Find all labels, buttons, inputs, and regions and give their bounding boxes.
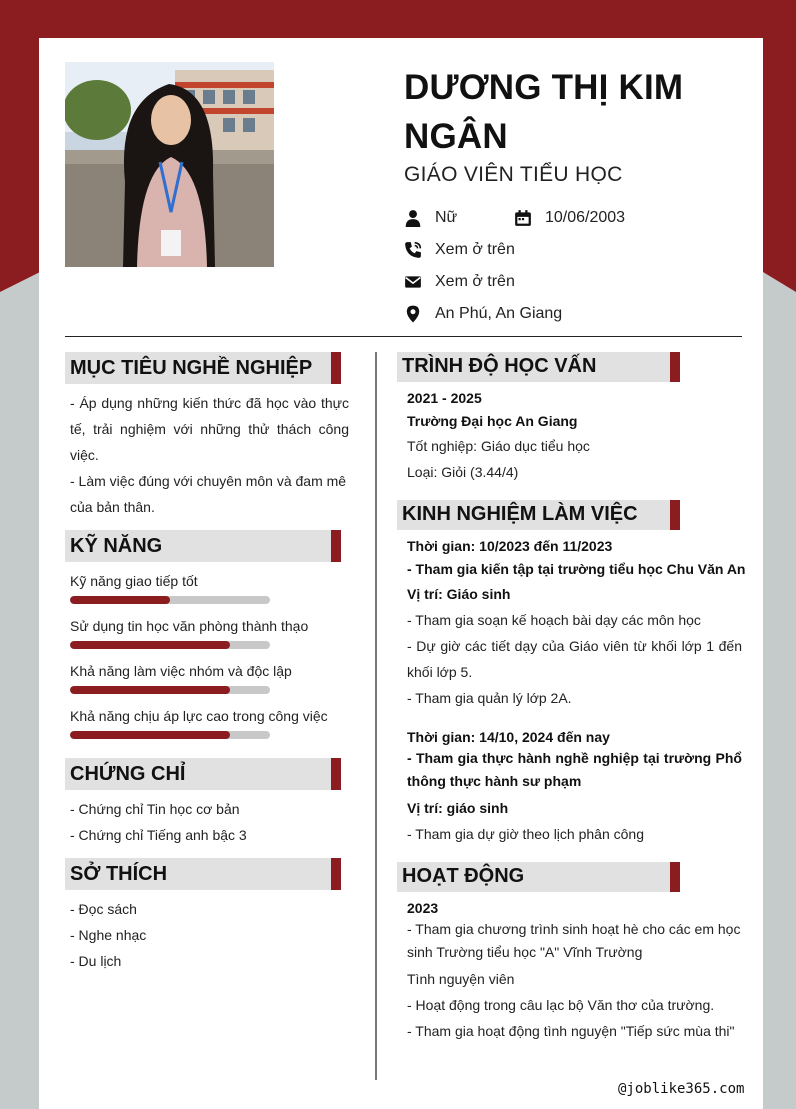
- phone-row: [404, 241, 515, 259]
- activity-item: Tình nguyện viên: [407, 971, 515, 987]
- skill-bar-fill: [70, 596, 170, 604]
- skill-bar: [70, 686, 270, 694]
- section-tab: [331, 530, 341, 562]
- skill-label: Kỹ năng giao tiếp tốt: [70, 573, 198, 589]
- job-task: - Tham gia soạn kế hoạch bài dạy các môn học: [407, 612, 701, 628]
- job-task: - Tham gia dự giờ theo lịch phân công: [407, 826, 644, 842]
- certificates-header: [65, 758, 341, 790]
- job-task: - Dự giờ các tiết dạy của Giáo viên từ khối lớp 1 đến khối lớp 5.: [407, 638, 742, 680]
- certificates-title: CHỨNG CHỈ: [70, 763, 186, 785]
- header-divider: [65, 336, 742, 337]
- birthday-value: 10/06/2003: [545, 209, 626, 226]
- skill-bar-fill: [70, 686, 230, 694]
- email-value: Xem ở trên: [435, 273, 515, 290]
- skills-header: [65, 530, 341, 562]
- gender-row: [404, 209, 457, 227]
- job-time: Thời gian: 14/10, 2024 đến nay: [407, 729, 610, 745]
- experience-header: [397, 500, 680, 530]
- job-name: - Tham gia thực hành nghề nghiệp tại trường Phổ thông thực hành sư phạm: [407, 750, 742, 789]
- user-icon: [404, 209, 422, 227]
- address-row: [404, 305, 562, 323]
- column-divider: [375, 352, 377, 1080]
- section-tab: [331, 758, 341, 790]
- education-school: Trường Đại học An Giang: [407, 413, 578, 429]
- activities-year: 2023: [407, 900, 439, 916]
- education-grade: Loại: Giỏi (3.44/4): [407, 464, 519, 480]
- skill-label: Khả năng làm việc nhóm và độc lập: [70, 663, 292, 679]
- job-name: - Tham gia kiến tập tại trường tiểu học Chu Văn An: [407, 561, 746, 577]
- activities-header: [397, 862, 680, 892]
- birthday-row: [514, 209, 625, 227]
- skill-label: Khả năng chịu áp lực cao trong công việc: [70, 708, 328, 724]
- job-position: Vị trí: giáo sinh: [407, 800, 509, 816]
- email-row: [404, 273, 515, 291]
- objective-line-1: - Áp dụng những kiến thức đã học vào thực tế, trải nghiệm với những thử thách công việc.: [70, 395, 349, 463]
- certificate-item: - Chứng chỉ Tiếng anh bậc 3: [70, 827, 247, 843]
- candidate-name: DƯƠNG THỊ KIM NGÂN: [404, 68, 684, 156]
- job-position: Vị trí: Giáo sinh: [407, 586, 511, 602]
- experience-title: KINH NGHIỆM LÀM VIỆC: [402, 503, 638, 525]
- skill-bar-fill: [70, 731, 230, 739]
- section-tab: [670, 862, 680, 892]
- skill-bar: [70, 731, 270, 739]
- education-period: 2021 - 2025: [407, 390, 482, 406]
- activities-title: HOẠT ĐỘNG: [402, 865, 525, 887]
- address-value: An Phú, An Giang: [435, 305, 563, 322]
- job-task: - Tham gia quản lý lớp 2A.: [407, 690, 572, 706]
- certificate-item: - Chứng chỉ Tin học cơ bản: [70, 801, 240, 817]
- skill-bar: [70, 641, 270, 649]
- job-time: Thời gian: 10/2023 đến 11/2023: [407, 538, 613, 554]
- hobby-item: - Du lịch: [70, 953, 122, 969]
- section-tab: [331, 858, 341, 890]
- section-tab: [670, 352, 680, 382]
- skills-title: KỸ NĂNG: [70, 535, 163, 557]
- objective-title: MỤC TIÊU NGHỀ NGHIỆP: [70, 357, 313, 379]
- hobby-item: - Đọc sách: [70, 901, 137, 917]
- map-pin-icon: [404, 305, 422, 323]
- skill-bar-fill: [70, 641, 230, 649]
- objective-line-2: - Làm việc đúng với chuyên môn và đam mê của bản thân.: [70, 473, 347, 515]
- gender-value: Nữ: [435, 209, 458, 226]
- skill-label: Sử dụng tin học văn phòng thành thạo: [70, 618, 309, 634]
- education-title: TRÌNH ĐỘ HỌC VẤN: [402, 355, 597, 377]
- objective-header: [65, 352, 341, 384]
- phone-value: Xem ở trên: [435, 241, 515, 258]
- envelope-icon: [404, 273, 422, 291]
- phone-icon: [404, 241, 422, 259]
- activity-item: - Tham gia hoạt động tình nguyện "Tiếp sức mùa thi": [407, 1023, 735, 1039]
- activity-item: - Hoạt động trong câu lạc bộ Văn thơ của trường.: [407, 997, 715, 1013]
- footer-watermark: @joblike365.com: [618, 1081, 745, 1097]
- education-header: [397, 352, 680, 382]
- section-tab: [670, 500, 680, 530]
- education-major: Tốt nghiệp: Giáo dục tiểu học: [407, 438, 590, 454]
- activity-item: - Tham gia chương trình sinh hoạt hè cho các em học sinh Trường tiểu học "A" Vĩnh Trường: [407, 921, 741, 960]
- section-tab: [331, 352, 341, 384]
- job-title: GIÁO VIÊN TIỂU HỌC: [404, 163, 623, 186]
- calendar-icon: [514, 209, 532, 227]
- profile-photo: [65, 62, 274, 267]
- hobbies-title: SỞ THÍCH: [70, 863, 168, 885]
- hobbies-header: [65, 858, 341, 890]
- hobby-item: - Nghe nhạc: [70, 927, 147, 943]
- skill-bar: [70, 596, 270, 604]
